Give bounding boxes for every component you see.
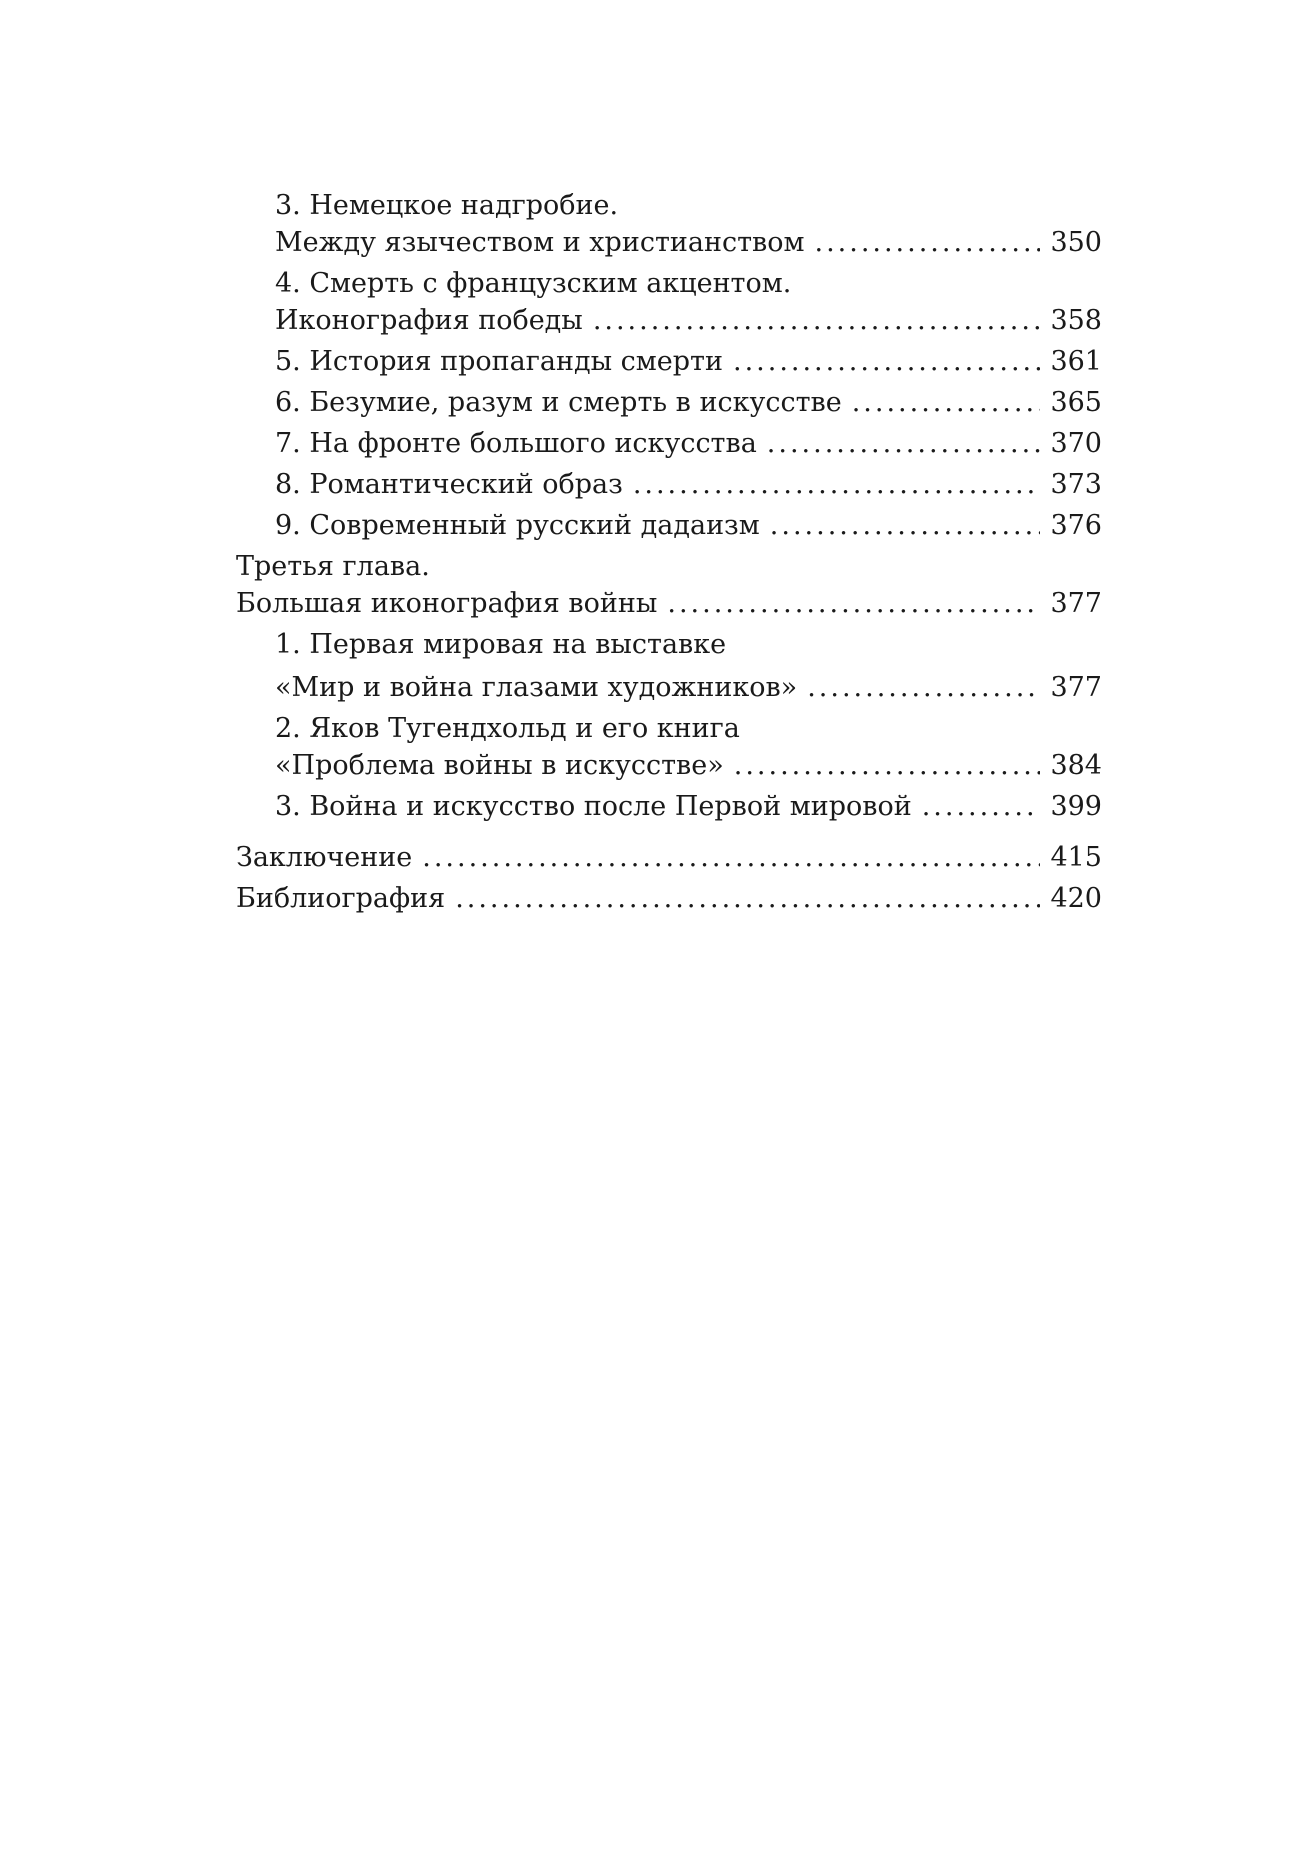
- toc-entry-heading: 3. Немецкое надгробие.: [275, 190, 619, 221]
- toc-entry: [236, 384, 1102, 421]
- toc-chapter-title: Заключение: [236, 842, 413, 873]
- toc-entry-page: 350: [1050, 227, 1102, 258]
- toc-entry-title: Между язычеством и христианством: [275, 227, 805, 258]
- toc-entry: [236, 265, 1102, 339]
- toc-entry: [236, 710, 1102, 784]
- dot-leader: [814, 224, 1040, 261]
- toc-entry-page: 361: [1050, 346, 1102, 377]
- dot-leader: [593, 302, 1041, 339]
- toc-entry: [236, 626, 1102, 706]
- toc-entry-heading: 1. Первая мировая на выставке: [275, 629, 727, 660]
- toc-chapter-page: 415: [1050, 842, 1102, 873]
- dot-leader: [767, 425, 1041, 462]
- toc-entry-title: 5. История пропаганды смерти: [275, 346, 723, 377]
- toc-entry: [236, 466, 1102, 503]
- toc-chapter: [236, 880, 1102, 917]
- toc-chapter: [236, 548, 1102, 622]
- toc-entry-page: 370: [1050, 428, 1102, 459]
- toc-entry-page: 384: [1050, 750, 1102, 781]
- toc-entry-page: 373: [1050, 469, 1102, 500]
- dot-leader: [422, 839, 1040, 876]
- toc-entry-title: 6. Безумие, разум и смерть в искусстве: [275, 387, 842, 418]
- dot-leader: [667, 585, 1040, 622]
- toc-entry: [236, 788, 1102, 825]
- dot-leader: [734, 747, 1041, 784]
- table-of-contents: [236, 187, 1102, 917]
- toc-chapter-page: 420: [1050, 883, 1102, 914]
- toc-entry: [236, 343, 1102, 380]
- toc-entry-page: 376: [1050, 510, 1102, 541]
- toc-chapter-heading: Третья глава.: [236, 551, 430, 582]
- toc-entry-page: 365: [1050, 387, 1102, 418]
- toc-entry: [236, 187, 1102, 261]
- toc-entry-title: Иконография победы: [275, 305, 583, 336]
- toc-chapter-title: Большая иконография войны: [236, 588, 658, 619]
- toc-chapter-page: 377: [1050, 588, 1102, 619]
- toc-entry-page: 399: [1050, 791, 1102, 822]
- toc-entry-title: 9. Современный русский дадаизм: [275, 510, 760, 541]
- toc-entry: [236, 507, 1102, 544]
- dot-leader: [455, 880, 1040, 917]
- dot-leader: [807, 669, 1040, 706]
- toc-entry-title: 7. На фронте большого искусства: [275, 428, 757, 459]
- toc-entry-title: «Мир и война глазами художников»: [275, 672, 798, 703]
- toc-chapter: [236, 839, 1102, 876]
- toc-entry-title: «Проблема войны в искусстве»: [275, 750, 724, 781]
- dot-leader: [633, 466, 1041, 503]
- dot-leader: [922, 788, 1041, 825]
- toc-entry-page: 377: [1050, 672, 1102, 703]
- dot-leader: [770, 507, 1041, 544]
- toc-entry-heading: 2. Яков Тугендхольд и его книга: [275, 713, 740, 744]
- dot-leader: [733, 343, 1040, 380]
- toc-entry: [236, 425, 1102, 462]
- toc-entry-heading: 4. Смерть с французским акцентом.: [275, 268, 792, 299]
- toc-chapter-title: Библиография: [236, 883, 446, 914]
- toc-entry-page: 358: [1050, 305, 1102, 336]
- toc-entry-title: 8. Романтический образ: [275, 469, 623, 500]
- dot-leader: [852, 384, 1041, 421]
- toc-entry-title: 3. Война и искусство после Первой мировой: [275, 791, 912, 822]
